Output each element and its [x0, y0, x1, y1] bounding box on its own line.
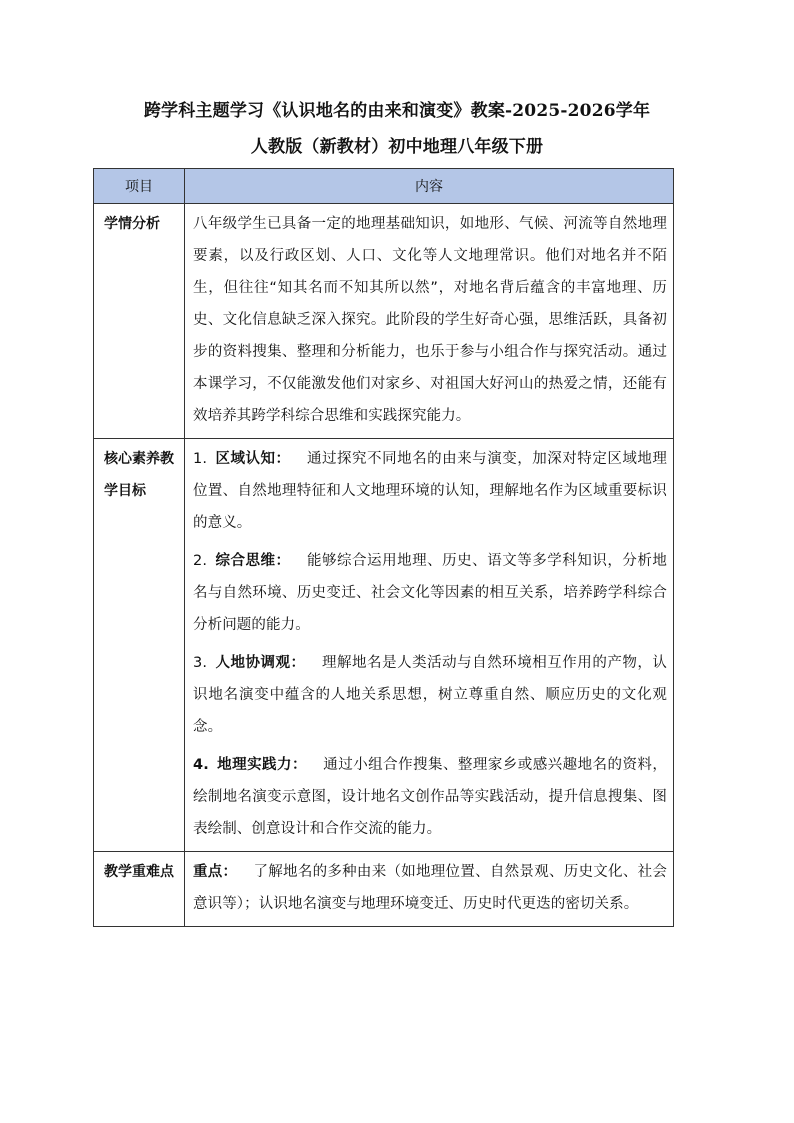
row-content-analysis [185, 204, 674, 439]
document-title: 跨学科主题学习《认识地名的由来和演变》教案-2025-2026学年 [143, 101, 651, 121]
row-content-key-points [185, 852, 674, 927]
goal-number: 1. [193, 451, 208, 467]
goal-title: 区域认知： [215, 451, 291, 467]
goal-number: 4. [193, 757, 209, 773]
key-points-text: 了解地名的多种由来（如地理位置、自然景观、历史文化、社会意识等）；认识地名演变与地理环境变迁、历史时代更迭的密切关系。 [193, 864, 667, 912]
table-header-row [94, 169, 674, 204]
goal-text: 通过探究不同地名的由来与演变，加深对特定区域地理位置、自然地理特征和人文地理环境的认知，理解地名作为区域重要标识的意义。 [193, 451, 667, 531]
goal-title: 综合思维： [215, 553, 291, 569]
goal-text: 能够综合运用地理、历史、语文等多学科知识，分析地名与自然环境、历史变迁、社会文化等因素的相互关系，培养跨学科综合分析问题的能力。 [193, 553, 667, 633]
row-label-key-points: 教学重难点 [94, 852, 185, 927]
goal-item [193, 749, 667, 845]
table-row [94, 852, 674, 927]
analysis-text: 八年级学生已具备一定的地理基础知识，如地形、气候、河流等自然地理要素，以及行政区划、人口、文化等人文地理常识。他们对地名并不陌生，但往往“知其名而不知其所以然”，对地名背后蕴含的丰富地理、历史、文化信息缺乏深入探究。此阶段的学生好奇心强，思维活跃，具备初步的资料搜集、整理和分析能力，也乐于参与小组合作与探究活动。通过本课学习，不仅能激发他们对家乡、对祖国大好河山的热爱之情，还能有效培养其跨学科综合思维和实践探究能力。 [193, 216, 667, 424]
goal-item [193, 443, 667, 539]
lesson-plan-table [93, 168, 674, 927]
table-row [94, 439, 674, 852]
key-points-paragraph [193, 856, 667, 920]
goal-title: 人地协调观： [215, 655, 306, 671]
key-points-title: 重点： [193, 864, 238, 880]
document-subtitle: 人教版（新教材）初中地理八年级下册 [250, 137, 544, 157]
goal-text: 理解地名是人类活动与自然环境相互作用的产物，认识地名演变中蕴含的人地关系思想，树立尊重自然、顺应历史的文化观念。 [193, 655, 667, 735]
goal-number: 3. [193, 655, 208, 671]
row-label-analysis: 学情分析 [94, 204, 185, 439]
goal-item [193, 647, 667, 743]
header-item: 项目 [94, 169, 185, 204]
row-content-goals [185, 439, 674, 852]
table-row [94, 204, 674, 439]
goal-text: 通过小组合作搜集、整理家乡或感兴趣地名的资料，绘制地名演变示意图，设计地名文创作品等实践活动，提升信息搜集、图表绘制、创意设计和合作交流的能力。 [193, 757, 667, 837]
goal-title: 地理实践力： [216, 757, 307, 773]
goal-item [193, 545, 667, 641]
header-content: 内容 [185, 169, 674, 204]
goal-number: 2. [193, 553, 208, 569]
row-label-goals: 核心素养教学目标 [94, 439, 185, 852]
